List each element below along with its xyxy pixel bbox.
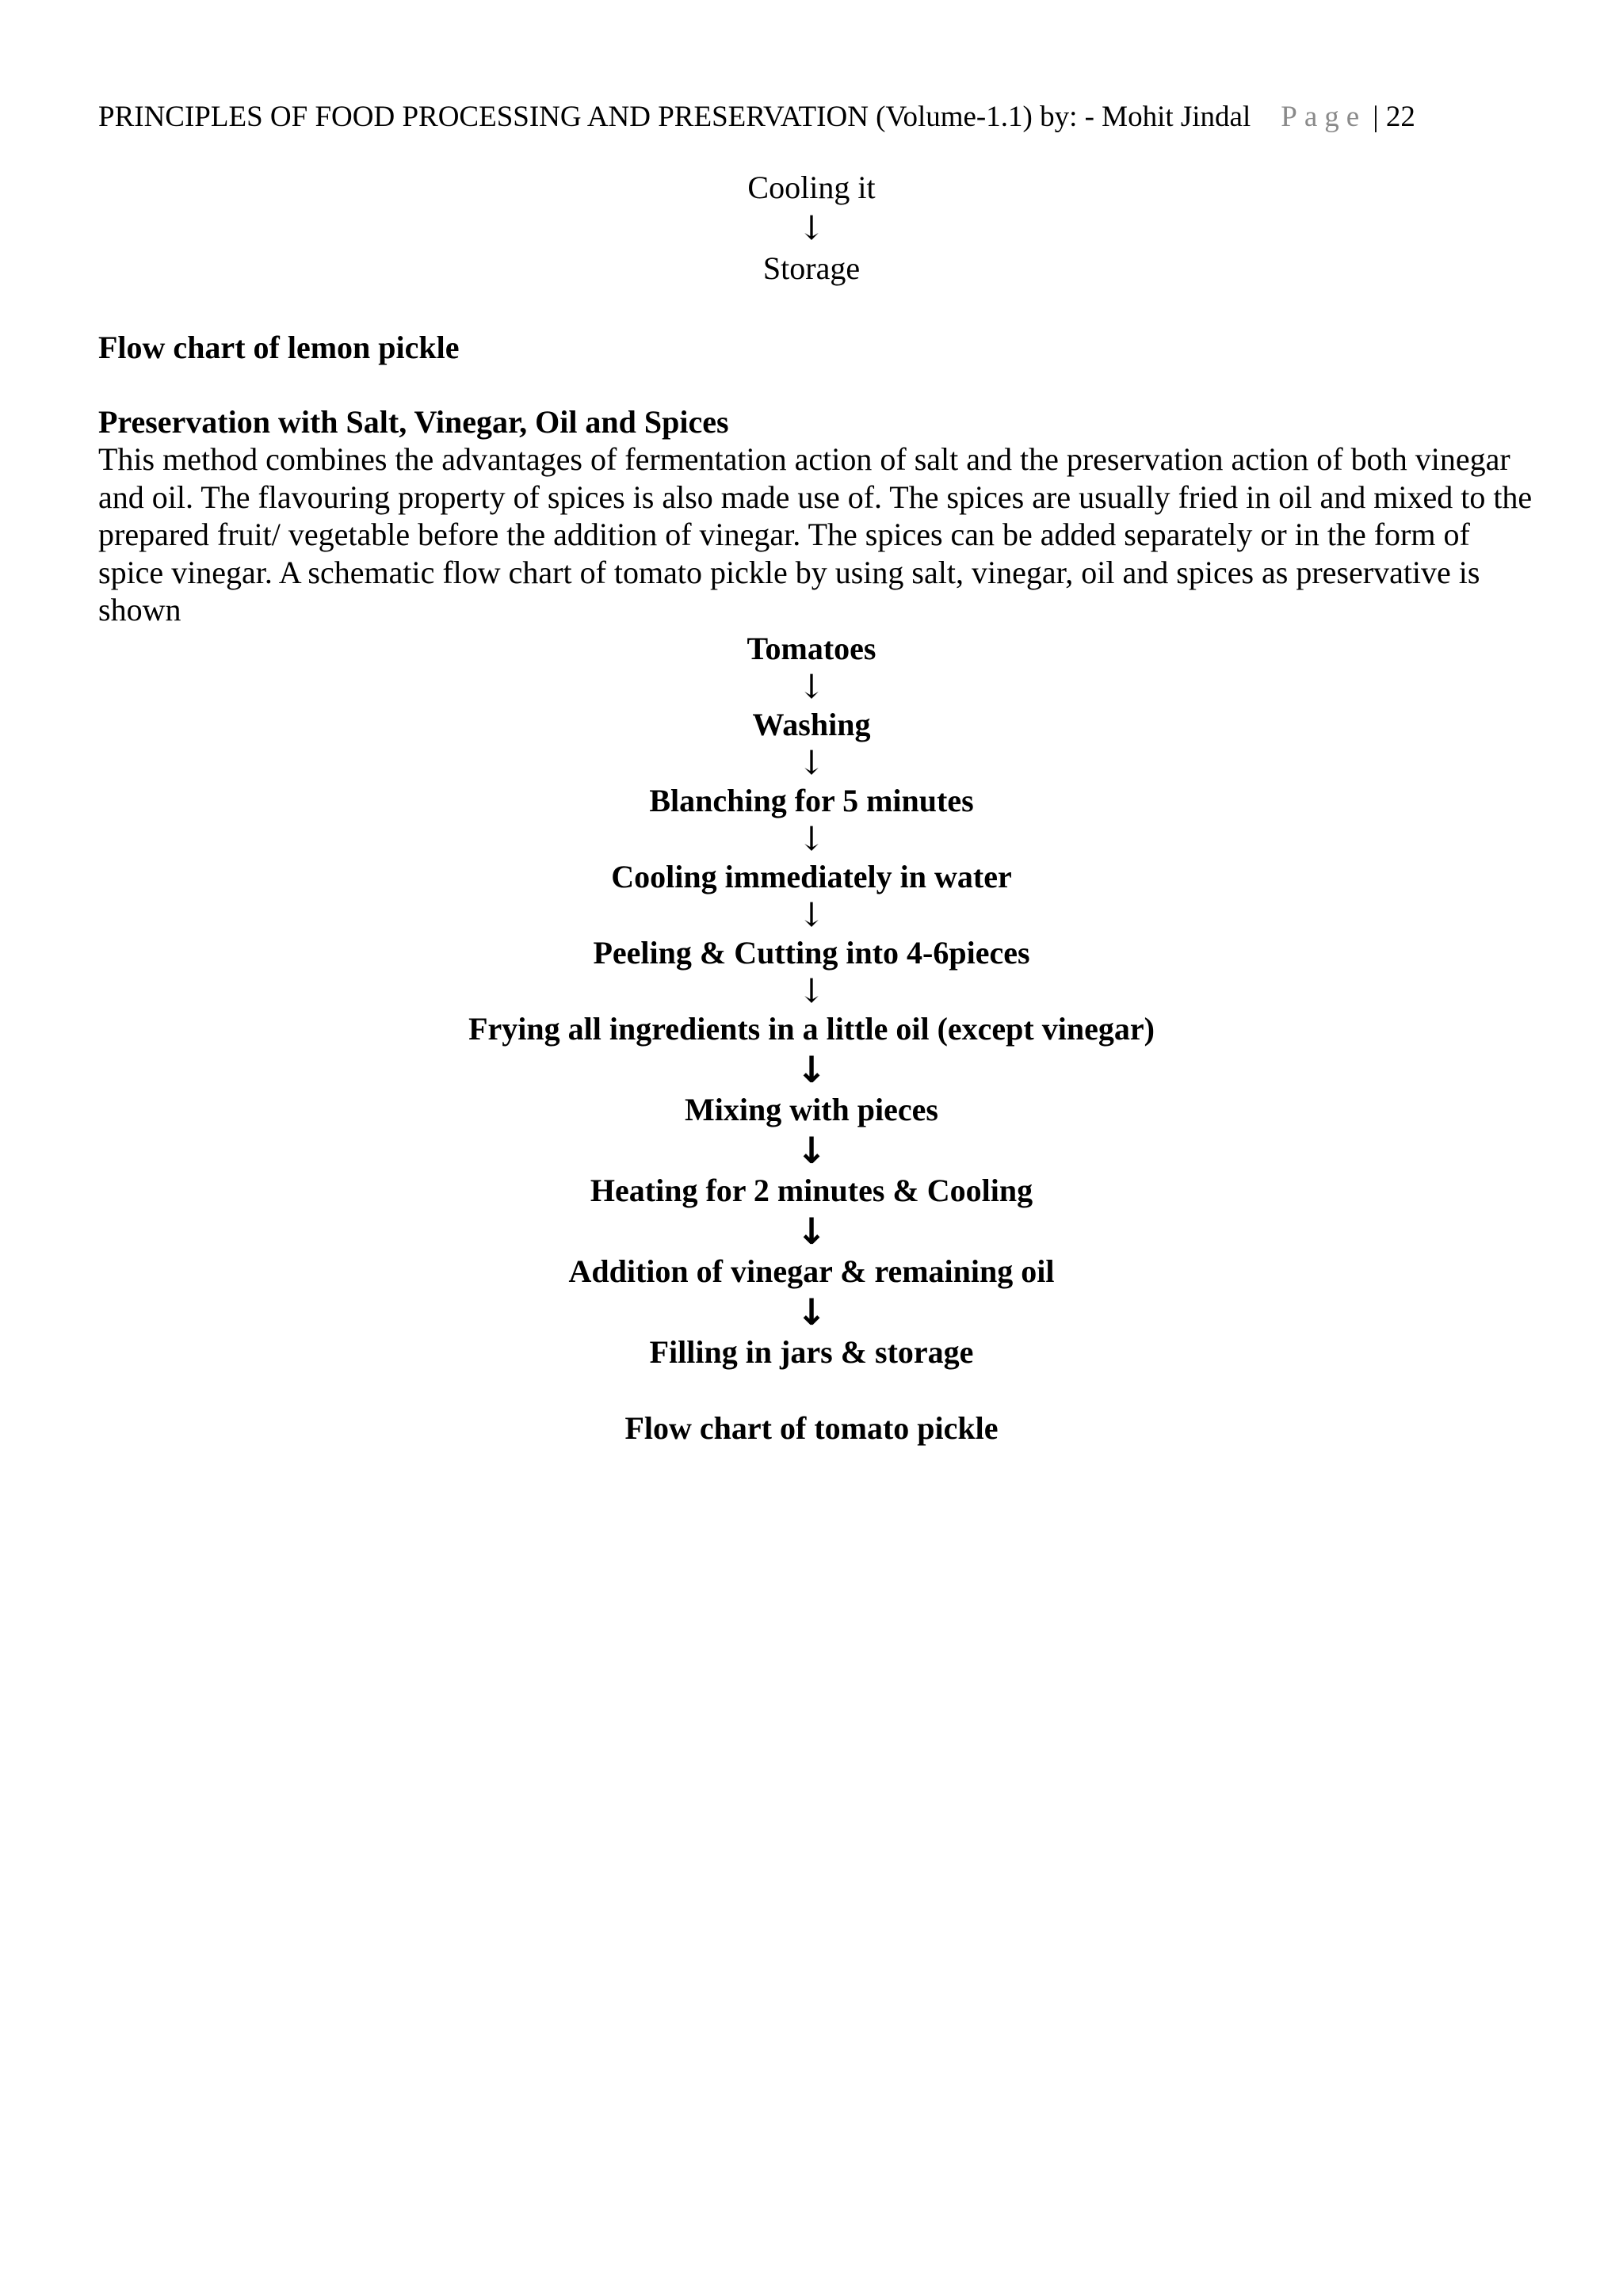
flow-step: Mixing with pieces [685, 1092, 938, 1127]
down-arrow-icon: ↓ [797, 743, 826, 782]
lemon-flow-end [0, 168, 1623, 288]
tomato-flow-caption: Flow chart of tomato pickle [624, 1410, 999, 1446]
flow-step: Peeling & Cutting into 4-6pieces [593, 935, 1030, 971]
flow-step: Cooling immediately in water [611, 859, 1012, 894]
page-number: 22 [1385, 101, 1415, 133]
flow-step: Frying all ingredients in a little oil (except vinegar) [468, 1011, 1155, 1047]
page-label: Page [1281, 101, 1367, 133]
down-arrow-icon: ↓ [796, 1129, 827, 1172]
down-arrow-icon: ↓ [797, 971, 826, 1010]
flow-step: Blanching for 5 minutes [649, 783, 974, 818]
flow-step: Heating for 2 minutes & Cooling [590, 1173, 1033, 1208]
section-paragraph: This method combines the advantages of fermentation action of salt and the preservation action of both vinegar and oil. The flavouring property of spices is also made use of. The spices are usually fried in oil and mixed to the prepared fruit/ vegetable before the addition of vinegar. The spices can be added separately or in the form of spice vinegar. A schematic flow chart of tomato pickle by using salt, vinegar, oil and spices as preservative is shown [98, 441, 1533, 627]
down-arrow-icon: ↓ [796, 1291, 827, 1333]
flow-step-cooling: Cooling it [747, 170, 876, 205]
flow-step-storage: Storage [762, 250, 861, 286]
tomato-flow-chart [0, 629, 1623, 1372]
section-heading: Preservation with Salt, Vinegar, Oil and Spices [98, 404, 729, 440]
lemon-flow-caption: Flow chart of lemon pickle [98, 330, 460, 365]
flow-step: Tomatoes [747, 631, 876, 666]
down-arrow-icon: ↓ [796, 1210, 827, 1253]
down-arrow-icon: ↓ [797, 208, 826, 247]
page-separator: | [1373, 101, 1379, 133]
flow-step: Addition of vinegar & remaining oil [568, 1253, 1055, 1289]
down-arrow-icon: ↓ [797, 819, 826, 858]
flow-step: Washing [752, 707, 871, 742]
flow-step: Filling in jars & storage [649, 1334, 974, 1370]
document-title: PRINCIPLES OF FOOD PROCESSING AND PRESERVATION (Volume-1.1) by: - Mohit Jindal [98, 101, 1251, 133]
down-arrow-icon: ↓ [797, 667, 826, 706]
page-header [98, 98, 1415, 136]
down-arrow-icon: ↓ [796, 1048, 827, 1091]
down-arrow-icon: ↓ [797, 895, 826, 934]
